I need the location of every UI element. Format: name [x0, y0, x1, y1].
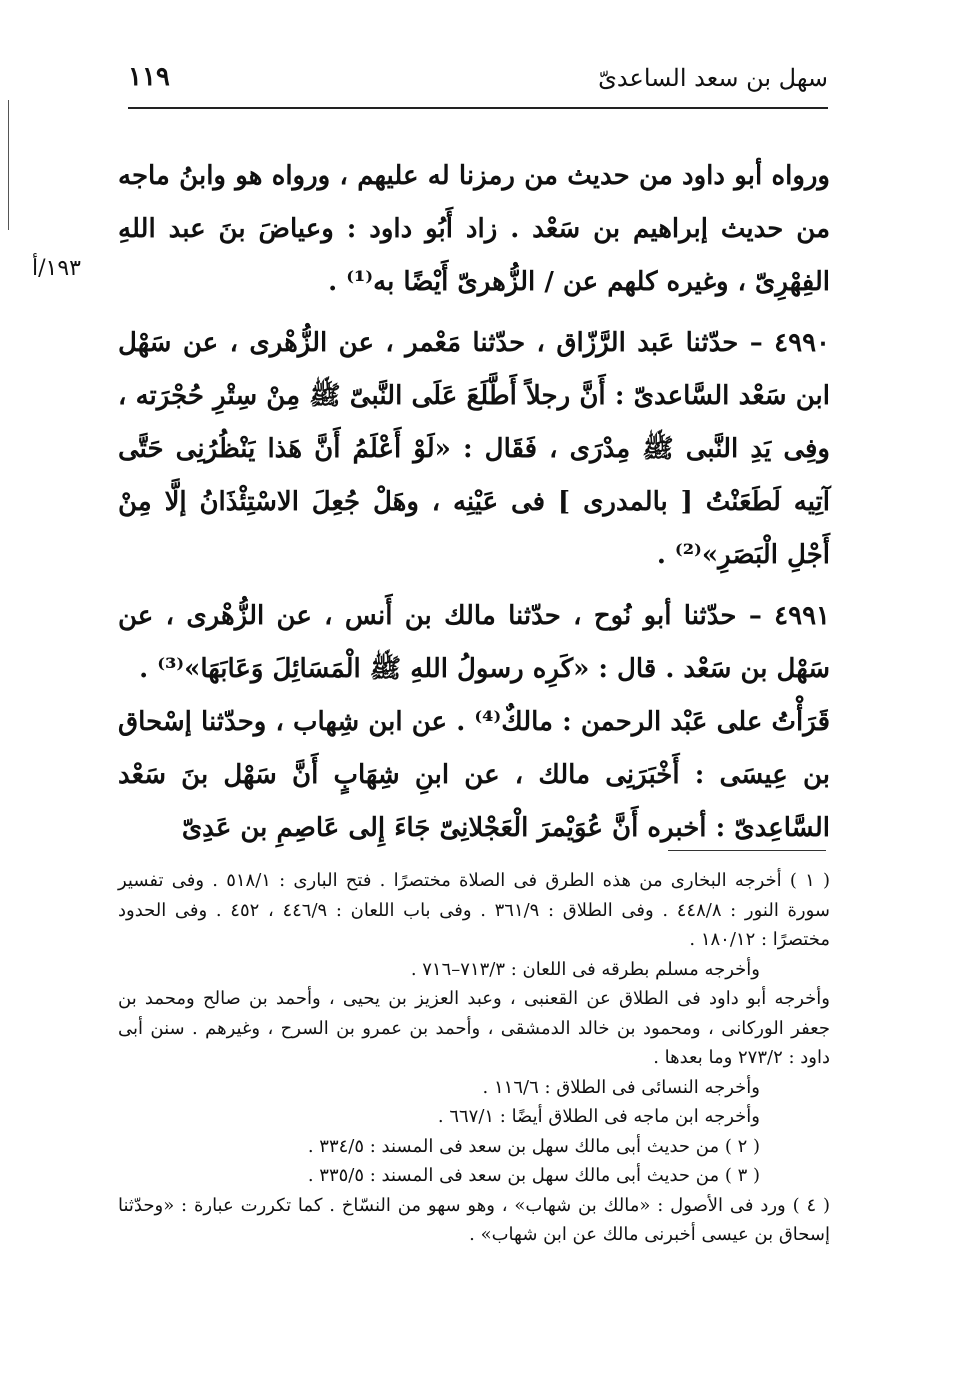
- footnote-divider: [668, 850, 826, 851]
- hadith-4991: ٤٩٩١ – حدّثنا أبو نُوح ، حدّثنا مالك بن أَنس ، عن الزُّهْرى ، عن سَهْل بن سَعْد . قال : «كَرِه رسولُ اللهِ ﷺ الْمَسَائِلَ وَعَابَهَا»⁽³⁾ .: [118, 601, 830, 684]
- footnote-1-ibnmajah: وأخرجه ابن ماجه فى الطلاق أيضًا : ٦٦٧/١ .: [437, 1106, 760, 1127]
- footnote-3: ( ٣ ) من حديث أبى مالك سهل بن سعد فى المسند : ٣٣٥/٥ .: [307, 1165, 760, 1186]
- page-number: ١١٩: [128, 62, 170, 92]
- footnote-1: ( ١ ) أخرجه البخارى من هذه الطرق فى الصلاة مختصرًا . فتح البارى : ٥١٨/١ . وفى تفسير سورة النور : ٤٤٨/٨ . وفى الطلاق : ٣٦١/٩ . وفى باب اللعان : ٤٤٦/٩ ، ٤٥٢ . وفى الحدود مختصرًا : ١٨٠/١٢ .: [118, 870, 831, 950]
- manuscript-folio-note: ١٩٣/أ: [32, 256, 81, 281]
- margin-rule: [8, 100, 9, 230]
- footnote-1-nasai: وأخرجه النسائى فى الطلاق : ١١٦/٦ .: [482, 1076, 760, 1098]
- footnote-2: ( ٢ ) من حديث أبى مالك سهل بن سعد فى المسند : ٣٣٤/٥ .: [307, 1135, 760, 1157]
- footnote-1-abudawud: وأخرجه أبو داود فى الطلاق عن القعنبى ، وعبد العزيز بن يحيى ، وأحمد بن صالح ومحمد بن جعفر الوركانى ، ومحمود بن خالد الدمشقى ، وأحمد بن عمرو بن السرح ، وغيرهم . سنن أبى داود : ٢٧٣/٢ وما بعدها .: [118, 988, 830, 1068]
- paragraph-intro: ورواه أبو داود من حديث من رمزنا له عليهم ، ورواه هو وابنُ ماجه من حديث إبراهيم بن سَعْد . زاد أَبُو داود : وعياضَ بنَ عبد اللهِ الفِهْرِىّ ، وغيره كلهم عن / الزُّهرىّ أَيْضًا به⁽¹⁾ .: [118, 161, 830, 297]
- running-header: [128, 62, 828, 102]
- paragraph-qaraatu: قَرَأْتُ على عَبْد الرحمن : مالكٌ⁽⁴⁾ . عن ابن شِهاب ، وحدّثنا إسْحاق بن عِيسَى : أَخْبَرَنِى مالك ، عن ابنِ شِهَابٍ أَنَّ سَهْل بنَ سَعْد السَّاعِدىّ : أخبره أَنَّ عُوَيْمرَ الْعَجْلانِىّ جَاءَ إِلى عَاصِمِ بن عَدِىّ: [118, 707, 830, 843]
- header-title: سهل بن سعد الساعدىّ: [598, 64, 828, 92]
- header-divider: [128, 107, 828, 109]
- main-text: [118, 150, 830, 855]
- footnote-4: ( ٤ ) ورد فى الأصول : «مالك بن شهاب» ، وهو سهو من النسّاخ . كما تكررت عبارة : «وحدّثنا إسحاق بن عيسى أخبرنى مالك عن ابن شهاب» .: [118, 1194, 830, 1245]
- hadith-4990: ٤٩٩٠ – حدّثنا عَبد الرَّزّاق ، حدّثنا مَعْمر ، عن الزُّهْرى ، عن سَهْل ابن سَعْد السَّاعدىّ : أَنَّ رجلاً أَطَّلَعَ عَلَى النَّبىّ ﷺ مِنْ سِتْرِ حُجْرَته ، وفِى يَدِ النَّبى ﷺ مِدْرَى ، فَقَال : «لَوْ أَعْلَمُ أَنَّ هَذا يَنْظُرُنِى حَتَّى آتِيه لَطَعَنْتُ [ بالمدرى ] فى عَيْنِه ، وهَلْ جُعِلَ الاسْتِئْذَانُ إلَّا مِنْ أَجْلِ الْبَصَرِ»⁽²⁾ .: [118, 328, 830, 570]
- footnote-1-muslim: وأخرجه مسلم بطرقه فى اللعان : ٧١٣/٣–٧١٦ .: [410, 958, 760, 980]
- footnotes: [118, 866, 830, 1250]
